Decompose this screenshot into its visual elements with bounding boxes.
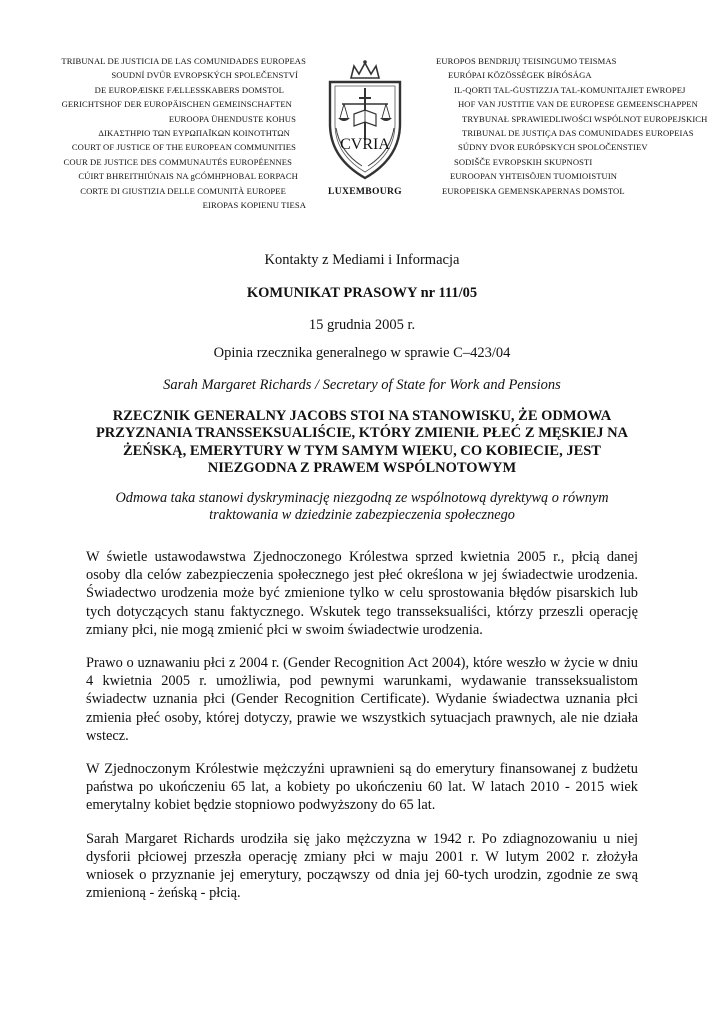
court-name: COURT OF JUSTICE OF THE EUROPEAN COMMUNITIES	[71, 142, 296, 153]
court-name: EURÓPAI KÖZÖSSÉGEK BÍRÓSÁGA	[448, 70, 592, 81]
crown-icon	[351, 63, 379, 78]
emblem-city: LUXEMBOURG	[328, 186, 402, 197]
body-text	[86, 548, 638, 917]
paragraph: W świetle ustawodawstwa Zjednoczonego Królestwa sprzed kwietnia 2005 r., płcią danej osoby dla celów zabezpieczenia społecznego jest płeć określona w jej świadectwie urodzenia. Świadectwo urodzenia może być zmienione tylko w celu sprostowania błędów pisarskich lub tych dotyczących stanu faktycznego. Wskutek tego transseksualiści, którzy przeszli operację zmiany płci, nie mogą zmienić płci w swoim świadectwie urodzenia.	[86, 549, 638, 638]
case-parties: Sarah Margaret Richards / Secretary of State for Work and Pensions	[163, 377, 561, 393]
court-name: HOF VAN JUSTITIE VAN DE EUROPESE GEMEENSCHAPPEN	[458, 99, 698, 110]
headline: RZECZNIK GENERALNY JACOBS STOI NA STANOWISKU, ŻE ODMOWA PRZYZNANIA TRANSSEKSUALIŚCIE, KTÓRY ZMIENIŁ PŁEĆ Z MĘSKIEJ NA ŻEŃSKĄ, EMERYTURY W TYM SAMYM WIEKU, CO KOBIECIE, JEST NIEZGODNA Z PRAWEM WSPÓLNOTOWYM	[95, 408, 629, 477]
release-date: 15 grudnia 2005 r.	[308, 317, 416, 333]
court-name: EIROPAS KOPIENU TIESA	[202, 200, 306, 211]
court-name: IL-QORTI TAL-ĠUSTIZZJA TAL-KOMUNITAJIET EWROPEJ	[454, 84, 686, 95]
court-names-left	[61, 54, 306, 212]
letterhead	[0, 54, 724, 224]
paragraph: Sarah Margaret Richards urodziła się jako mężczyzna w 1942 r. Po zdiagnozowaniu u niej dysforii płciowej przeszła operację zmiany płci w maju 2001 r. W lutym 2002 r. złożyła wniosek o przyznanie jej emerytury, począwszy od dnia jej 60-tych urodzin, zgodnie ze swą zmienioną - żeńską - płcią.	[86, 830, 638, 902]
court-name: EUROPOS BENDRIJŲ TEISINGUMO TEISMAS	[436, 56, 617, 66]
court-name: SOUDNÍ DVŮR EVROPSKÝCH SPOLEČENSTVÍ	[111, 70, 298, 81]
court-name: ΔΙΚΑΣΤΗΡΙΟ ΤΩΝ ΕΥΡΩΠΑΪΚΩΝ ΚΟΙΝΟΤΗΤΩΝ	[98, 128, 290, 139]
court-name: SODIŠČE EVROPSKIH SKUPNOSTI	[454, 156, 593, 167]
court-name: EUROOPA ÜHENDUSTE KOHUS	[168, 113, 296, 124]
court-name: CORTE DI GIUSTIZIA DELLE COMUNITÀ EUROPEE	[80, 185, 286, 196]
paragraph: W Zjednoczonym Królestwie mężczyźni uprawnieni są do emerytury finansowanej z budżetu państwa po ukończeniu 65 lat, a kobiety po ukończeniu 60 lat. W latach 2010 - 2015 wiek emerytalny kobiet będzie stopniowo podwyższony do 65 lat.	[86, 761, 638, 814]
court-name: SÚDNY DVOR EURÓPSKYCH SPOLOČENSTIEV	[458, 142, 648, 153]
court-name: CÚIRT BHREITHIÚNAIS NA gCÓMHPHOBAL EORPACH	[78, 171, 298, 182]
paragraph: Prawo o uznawaniu płci z 2004 r. (Gender Recognition Act 2004), które weszło w życie w dniu 4 kwietnia 2005 r. umożliwia, pod pewnymi warunkami, wydawanie transseksualistom świadectw uznania płci (Gender Recognition Certificate). Wydanie świadectwa uznania płci zmienia płeć osoby, której dotyczy, prawie we wszystkich sytuacjach prawnych, ale nie działa wstecz.	[86, 655, 638, 744]
court-name: TRIBUNAL DE JUSTIÇA DAS COMUNIDADES EUROPEIAS	[462, 128, 694, 139]
contact-line: Kontakty z Mediami i Informacja	[264, 252, 460, 268]
court-name: EUROPEISKA GEMENSKAPERNAS DOMSTOL	[442, 185, 625, 196]
court-name: COUR DE JUSTICE DES COMMUNAUTÉS EUROPÉENNES	[63, 156, 292, 167]
press-release-title: KOMUNIKAT PRASOWY nr 111/05	[246, 285, 478, 301]
subheadline: Odmowa taka stanowi dyskryminację niezgodną ze wspólnotową dyrektywą o równym traktowania w dziedzinie zabezpieczenia społecznego	[115, 490, 609, 524]
court-name: DE EUROPÆISKE FÆLLESSKABERS DOMSTOL	[94, 84, 284, 95]
emblem-text: CVRIA	[340, 136, 390, 153]
court-name: TRYBUNAŁ SPRAWIEDLIWOŚCI WSPÓLNOT EUROPEJSKICH	[462, 113, 708, 124]
court-names-right	[436, 54, 707, 198]
opinion-case: Opinia rzecznika generalnego w sprawie C–423/04	[213, 345, 511, 361]
cvria-emblem-icon	[318, 58, 412, 188]
court-name: TRIBUNAL DE JUSTICIA DE LAS COMUNIDADES EUROPEAS	[61, 56, 306, 66]
court-name: GERICHTSHOF DER EUROPÄISCHEN GEMEINSCHAFTEN	[61, 99, 292, 110]
court-name: EUROOPAN YHTEISÖJEN TUOMIOISTUIN	[450, 171, 618, 182]
